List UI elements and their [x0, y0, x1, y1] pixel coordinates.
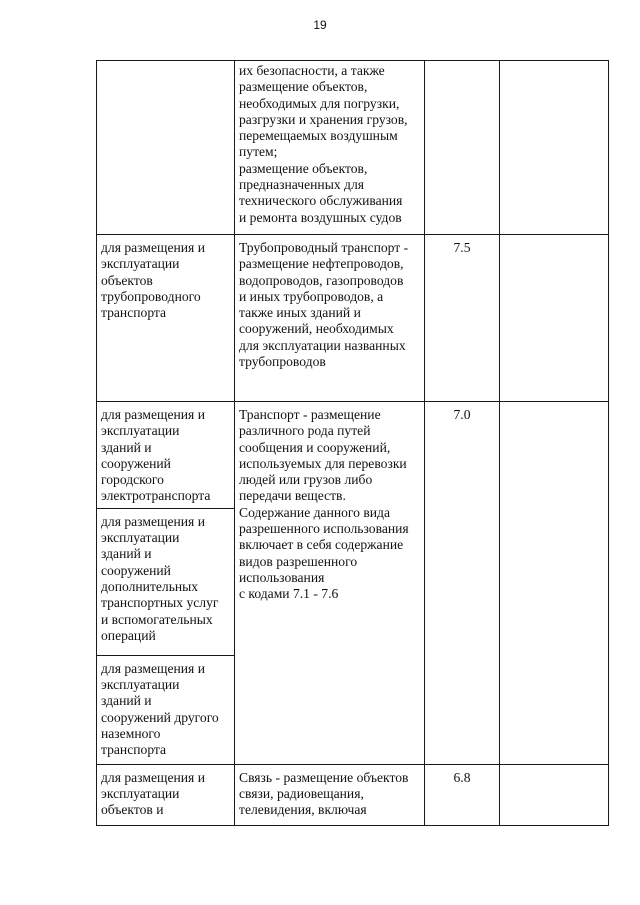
code-cell: 6.8: [425, 764, 500, 825]
table-row: [97, 764, 609, 825]
description-cell: их безопасности, а также размещение объектов, необходимых для погрузки, разгрузки и хранения грузов, перемещаемых воздушным путем; размещение объектов, предназначенных для технического обслуживания и ремонта воздушных судов: [235, 61, 425, 235]
code-cell: 7.0: [425, 402, 500, 765]
code-cell: [425, 61, 500, 235]
purpose-cell: для размещения и эксплуатации зданий и сооружений городского электротранспорта: [97, 402, 235, 509]
note-cell: [500, 402, 609, 765]
note-cell: [500, 61, 609, 235]
table-row: [97, 61, 609, 235]
purpose-cell: для размещения и эксплуатации зданий и сооружений другого наземного транспорта: [97, 655, 235, 764]
description-cell: Транспорт - размещение различного рода путей сообщения и сооружений, используемых для перевозки людей или грузов либо передачи веществ. Содержание данного вида разрешенного использования включает в себя содержание видов разрешенного использования с кодами 7.1 - 7.6: [235, 402, 425, 765]
note-cell: [500, 764, 609, 825]
land-use-table: [96, 60, 609, 826]
table-row: [97, 402, 609, 509]
note-cell: [500, 235, 609, 402]
purpose-cell: для размещения и эксплуатации объектов и: [97, 764, 235, 825]
description-cell: Связь - размещение объектов связи, радиовещания, телевидения, включая: [235, 764, 425, 825]
page-number: 19: [313, 18, 327, 32]
description-cell: Трубопроводный транспорт - размещение нефтепроводов, водопроводов, газопроводов и иных трубопроводов, а также иных зданий и сооружений, необходимых для эксплуатации названных трубопроводов: [235, 235, 425, 402]
purpose-cell: для размещения и эксплуатации объектов трубопроводного транспорта: [97, 235, 235, 402]
purpose-cell: [97, 61, 235, 235]
code-cell: 7.5: [425, 235, 500, 402]
purpose-cell: для размещения и эксплуатации зданий и сооружений дополнительных транспортных услуг и вспомогательных операций: [97, 508, 235, 655]
table-row: [97, 235, 609, 402]
